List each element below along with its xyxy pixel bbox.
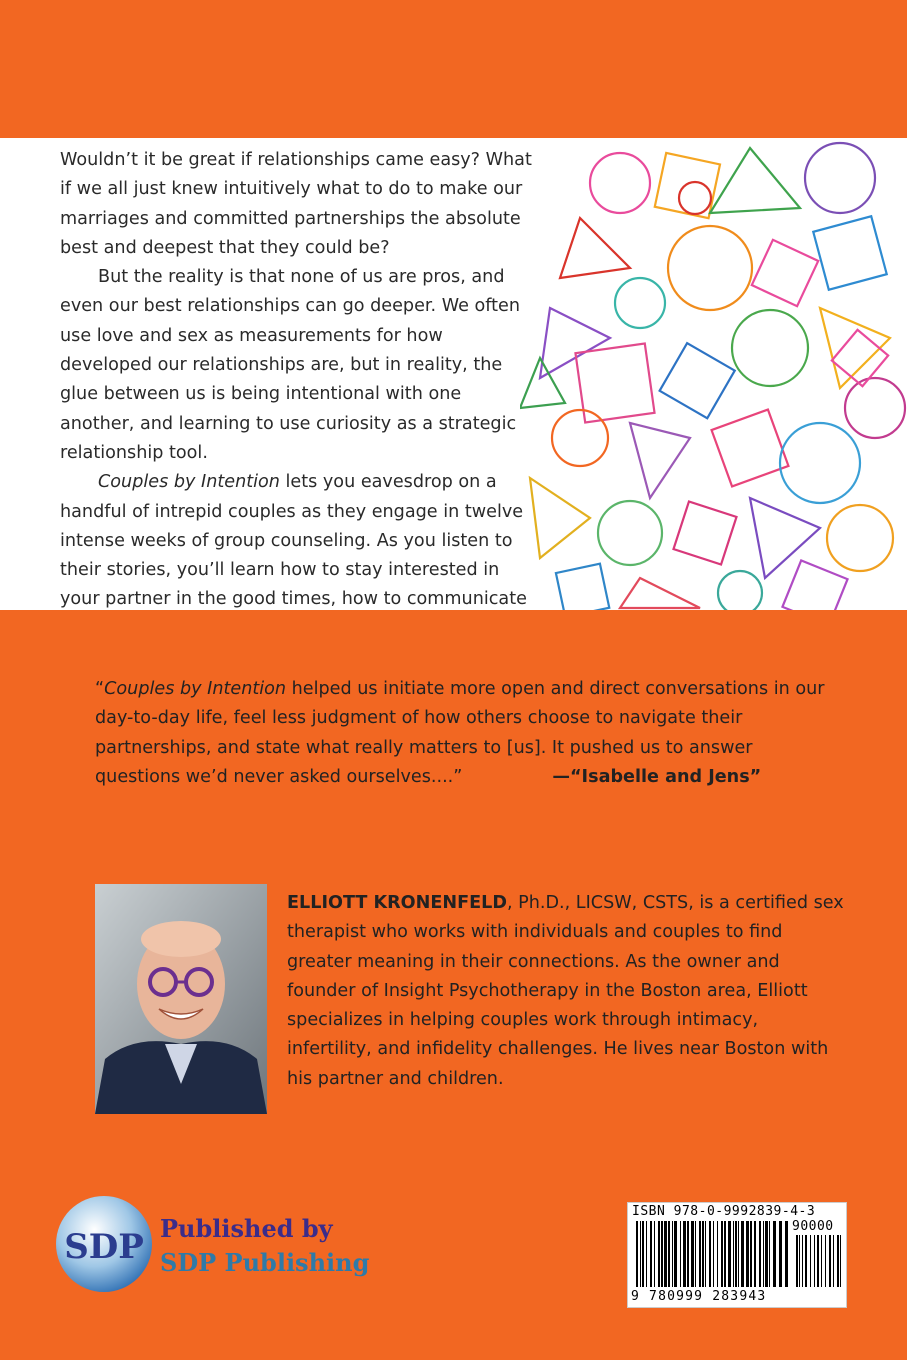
price-addon: 90000 [792,1219,834,1234]
publisher-name: SDP Publishing [160,1248,370,1277]
published-by-line: Published by [160,1214,333,1243]
quote-book-title: Couples by Intention [104,679,287,699]
geometric-shapes-illustration [520,138,907,610]
quote-attribution: —“Isabelle and Jens” [552,766,762,787]
isbn-barcode [627,1202,847,1308]
isbn-number: ISBN 978-0-9992839-4-3 [632,1204,816,1219]
quote-text: helped us initiate more open and direct conversations in our day-to-day life, feel less judgment of how others choose to navigate their partnerships, and state what really matters to [us]. It pushed us to answer questions we’d never asked ourselves....” [95,679,825,787]
testimonial-quote: “Couples by Intention helped us initiate more open and direct conversations in our day-to-day life, feel less judgment of how others choose to navigate their partnerships, and state what really matters to [us]. It pushed us to answer questions we’d never asked ourselves....” —“Isabelle and Jens” [95,679,825,787]
author-bio-text: , Ph.D., LICSW, CSTS, is a certified sex therapist who works with individuals and couples to find greater meaning in their connections. As the owner and founder of Insight Psychotherapy in the Boston area, Elliott specializes in helping couples work through intimacy, infertility, and infidelity challenges. He lives near Boston with his partner and children. [287,893,844,1089]
sdp-logo-icon [54,1194,154,1294]
blurb-paragraph-3: Couples by Intention lets you eavesdrop on a handful of intrepid couples as they engage in twelve intense weeks of group counseling. As you listen to their stories, you’ll learn how to stay interested in your partner in the good times, how to communicate [60,472,527,610]
book-title-italic: Couples by Intention [98,472,280,493]
author-name: ELLIOTT KRONENFELD [287,893,507,913]
publisher-credit [160,1212,369,1280]
barcode-digits: 9 780999 283943 [631,1289,767,1304]
barcode-icon [636,1221,841,1289]
logo-letters: SDP [64,1227,144,1267]
blurb-panel [0,138,907,610]
back-cover-blurb [60,146,540,610]
author-portrait-icon [95,884,267,1114]
author-photo [95,884,267,1114]
blurb-paragraph-1: Wouldn’t it be great if relationships came easy? What if we all just knew intuitively what to do to make our marriages and committed partnerships the absolute best and deepest that they could be? [60,150,532,258]
blurb-paragraph-2: But the reality is that none of us are pros, and even our best relationships can go deeper. We often use love and sex as measurements for how developed our relationships are, but in reality, the glue between us is being intentional with one another, and learning to use curiosity as a strategic relationship tool. [60,267,521,463]
author-bio [287,889,847,1094]
